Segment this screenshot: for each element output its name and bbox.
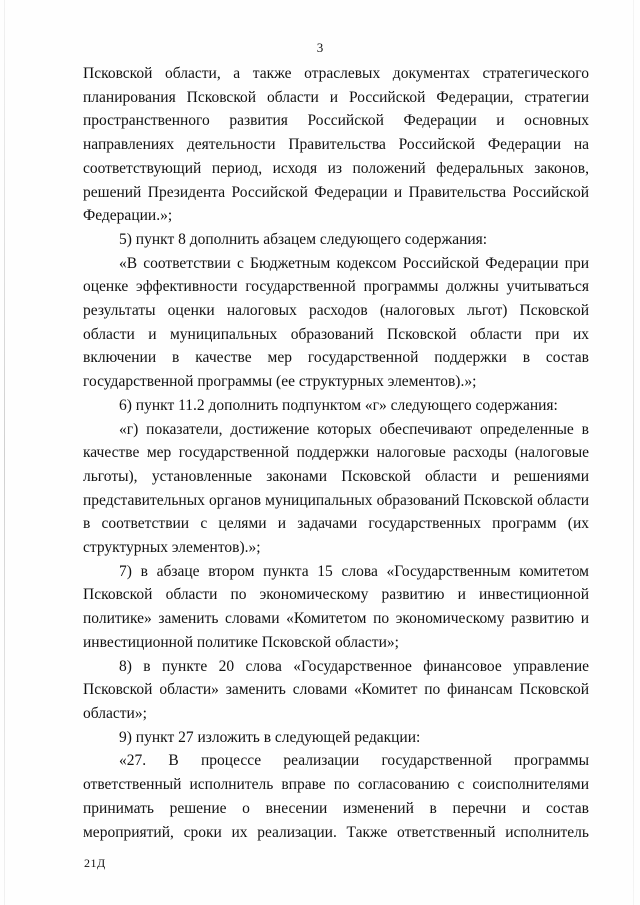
paragraph-item-6: 6) пункт 11.2 дополнить подпунктом «г» следующего содержания: <box>119 396 558 414</box>
page-number: 3 <box>316 40 324 55</box>
footer-document-code: 21Д <box>84 856 106 870</box>
document-body <box>83 62 589 844</box>
paragraph-item-5: 5) пункт 8 дополнить абзацем следующего содержания: <box>119 230 488 248</box>
paragraph-item-6-quote: «г) показатели, достижение которых обеспечивают определенные в качестве мер государственной поддержки налоговые расходы (налоговые льготы), установленные законами Псковской области и решениями представительных органов муниципальных образований Псковской области в соответствии с целями и задачами государственных программ (их структурных элементов).»; <box>83 420 589 557</box>
paragraph-item-5-quote: «В соответствии с Бюджетным кодексом Российской Федерации при оценке эффективности государственной программы должны учитываться результаты оценки налоговых расходов (налоговых льгот) Псковской области и муниципальных образований Псковской области при их включении в качестве мер государственной поддержки в состав государственной программы (ее структурных элементов).»; <box>83 254 589 391</box>
paragraph-item-9: 9) пункт 27 изложить в следующей редакции: <box>119 728 421 746</box>
paragraph-item-8: 8) в пункте 20 слова «Государственное финансовое управление Псковской области» заменить словами «Комитет по финансам Псковской области»; <box>83 657 589 722</box>
scan-edge-left <box>4 0 5 905</box>
paragraph-continuation: Псковской области, а также отраслевых документах стратегического планирования Псковской области и Российской Федерации, стратегии пространственного развития Российской Федерации и основных направлениях деятельности Правительства Российской Федерации на соответствующий период, исходя из положений федеральных законов, решений Президента Российской Федерации и Правительства Российской Федерации.»; <box>83 65 589 225</box>
paragraph-item-7: 7) в абзаце втором пункта 15 слова «Государственным комитетом Псковской области по экономическому развитию и инвестиционной политике» заменить словами «Комитетом по экономическому развитию и инвестиционной политике Псковской области»; <box>83 562 589 651</box>
paragraph-item-9-quote: «27. В процессе реализации государственной программы ответственный исполнитель вправе по согласованию с соисполнителями принимать решение о внесении изменений в перечни и состав мероприятий, сроки их реализации. Также ответственный исполнитель <box>83 752 589 841</box>
scan-edge-right <box>633 0 634 905</box>
